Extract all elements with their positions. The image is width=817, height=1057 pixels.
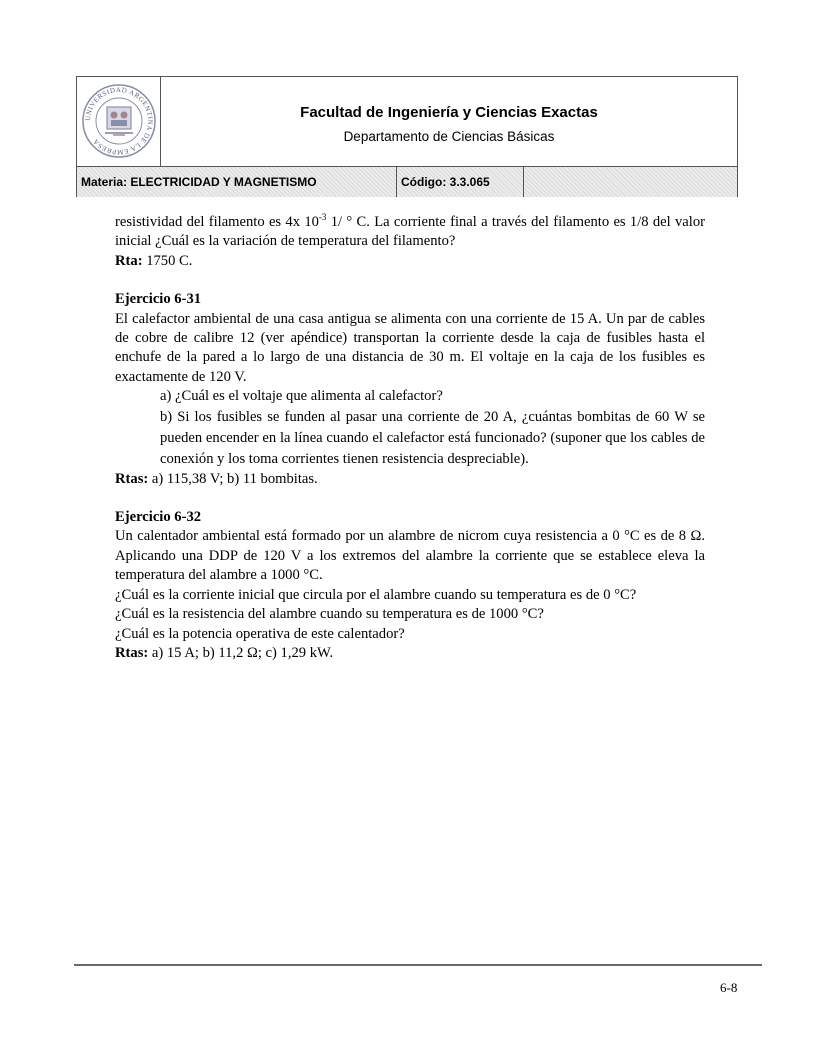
exercise-31-answer: Rtas: a) 115,38 V; b) 11 bombitas. <box>115 470 318 487</box>
intro-answer: Rta: 1750 C. <box>115 252 193 269</box>
page-number: 6-8 <box>720 980 738 995</box>
exercise-31-heading: Ejercicio 6-31 <box>115 291 202 308</box>
document-header <box>76 76 738 197</box>
intro-paragraph: resistividad del filamento es 4x $10^{-3}$ 1/ ° C. La corriente final a través del filamento es 1/8 del valor inicial ¿Cuál es la variación de temperatura del filamento? <box>115 212 705 250</box>
faculty-name: Facultad de Ingeniería y Ciencias Exactas <box>300 104 598 121</box>
subject-row <box>77 166 737 197</box>
subject-cell: Materia: ELECTRICIDAD Y MAGNETISMO <box>77 167 397 197</box>
svg-text:UNIVERSIDAD ARGENTINA DE LA EM: UNIVERSIDAD ARGENTINA DE LA EMPRESA <box>83 85 155 157</box>
exercise-31-item-b: b) Si los fusibles se funden al pasar una corriente de 20 A, ¿cuántas bombitas de 60 W se pueden encender en la línea cuando el calefactor está funcionado? (suponer que los cables de conexión y los toma corrientes tienen resistencia despreciable). <box>160 408 705 467</box>
header-title-block <box>161 77 737 166</box>
exercise-31-item-a: a) ¿Cuál es el voltaje que alimenta al calefactor? <box>160 388 443 405</box>
exercise-32-heading: Ejercicio 6-32 <box>115 509 202 526</box>
exercise-32-question-3: ¿Cuál es la potencia operativa de este calentador? <box>115 625 405 642</box>
exercise-32-question-2: ¿Cuál es la resistencia del alambre cuando su temperatura es de 1000 °C? <box>115 606 544 623</box>
code-cell: Código: 3.3.065 <box>397 167 524 197</box>
footer-divider <box>74 964 762 966</box>
document-body <box>115 213 705 663</box>
exercise-31-text: El calefactor ambiental de una casa antigua se alimenta con una corriente de 15 A. Un par de cables de cobre de calibre 12 (ver apéndice) transportan la corriente desde la caja de fusibles hasta el enchufe de la pared a lo largo de una distancia de 30 m. El voltaje en la caja de los fusibles es exactamente de 120 V. <box>115 310 705 385</box>
exercise-32-text: Un calentador ambiental está formado por un alambre de nicrom cuya resistencia a 0 °C es de 8 Ω. Aplicando una DDP de 120 V a los extremos del alambre la corriente que se establece eleva la temperatura del alambre a 1000 °C. <box>115 528 705 584</box>
department-name: Departamento de Ciencias Básicas <box>343 129 555 144</box>
university-seal <box>77 77 161 166</box>
seal-icon <box>81 83 157 159</box>
exercise-32-question-1: ¿Cuál es la corriente inicial que circula por el alambre cuando su temperatura es de 0 °C? <box>115 586 637 603</box>
exercise-32-answer: Rtas: a) 15 A; b) 11,2 Ω; c) 1,29 kW. <box>115 644 334 661</box>
empty-cell <box>524 167 737 197</box>
